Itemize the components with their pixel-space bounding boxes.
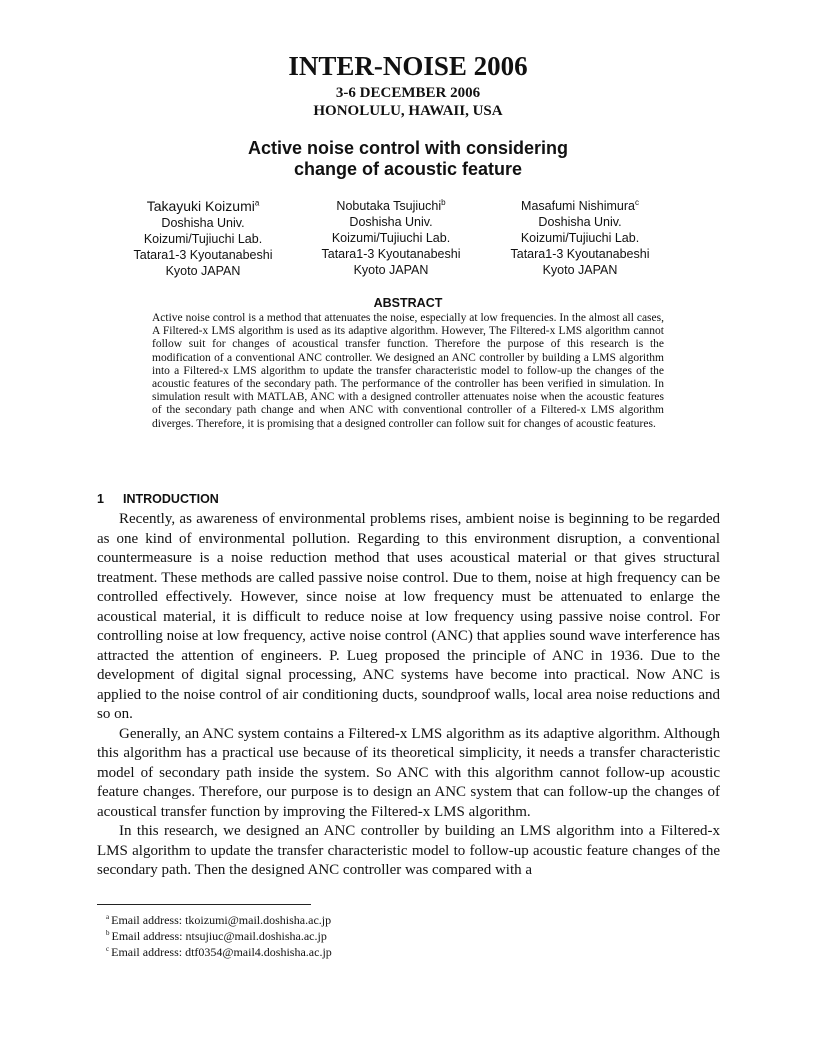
abstract-text: Active noise control is a method that attenuates the noise, especially at low frequencies. In the almost all cases, A Filtered-x LMS algorithm is used as its adaptive algorithm. However, The Filtered-x LMS algorithm cannot follow suit for changes of acoustical transfer function. Therefore the purpose of this research is the modification of a conventional ANC controller. We designed an ANC controller by building a LMS algorithm into a Filtered-x LMS algorithm to update the transfer characteristic model to follow-up the changes of the acoustic features of the secondary path. The performance of the controller has been verified in simulation. In simulation result with MATLAB, ANC with a designed controller attenuates noise when the acoustic features of the secondary path change and when ANC with conventional controller of a Filtered-x LMS algorithm diverges. Therefore, it is promising that a designed controller can follow suit for changes of acoustic features. <box>152 312 664 430</box>
paper-title-line-2: change of acoustic feature <box>293 159 523 179</box>
author-affiliation: Doshisha Univ. <box>161 216 245 230</box>
footnote-mark: a <box>106 913 110 921</box>
author-address: Tatara1-3 Kyoutanabeshi <box>510 247 650 261</box>
author-affiliation: Doshisha Univ. <box>538 215 622 229</box>
section-title: INTRODUCTION <box>123 492 219 506</box>
footnote-divider <box>97 904 311 905</box>
footnote-c: $^c$ Email address: dtf0354@mail4.doshisha.ac.jp <box>106 945 332 959</box>
author-lab: Koizumi/Tujiuchi Lab. <box>520 231 640 245</box>
author-lab: Koizumi/Tujiuchi Lab. <box>331 231 451 245</box>
section-heading-introduction <box>97 492 219 506</box>
footnotes <box>106 912 332 960</box>
paragraph: Recently, as awareness of environmental problems rises, ambient noise is beginning to be regarded as one kind of environmental pollution. Regarding to this environment disruption, a conventional countermeasure is a noise reduction method that uses acoustical material or that gives structural treatment. These methods are called passive noise control. Due to them, noise at high frequency can be controlled effectively. However, since noise at low frequency must be attenuated to enlarge the acoustical material, it is difficult to reduce noise at low frequency using passive noise control. For controlling noise at low frequency, active noise control (ANC) that applies sound wave interference has attracted the attention of engineers. P. Lueg proposed the principle of ANC in 1936. Due to the development of digital signal processing, ANC systems have become into practical. Now ANC is applied to the noise control of air conditioning ducts, soundproof walls, local area noise reductions and so on. <box>97 511 720 722</box>
author-affiliation: Doshisha Univ. <box>349 215 433 229</box>
author-footnote-mark: c <box>634 197 639 207</box>
author-name: Takayuki Koizumi$^a$ <box>146 198 260 214</box>
conference-date: 3-6 DECEMBER 2006 <box>335 85 481 101</box>
author-block-3 <box>485 198 675 278</box>
abstract-heading: ABSTRACT <box>373 296 443 310</box>
author-address: Tatara1-3 Kyoutanabeshi <box>321 247 461 261</box>
author-city: Kyoto JAPAN <box>165 264 241 278</box>
author-lab: Koizumi/Tujiuchi Lab. <box>143 232 263 246</box>
conference-title: INTER-NOISE 2006 <box>288 51 528 81</box>
author-footnote-mark: a <box>254 198 260 208</box>
footnote-mark: c <box>106 945 110 953</box>
author-name: Masafumi Nishimura$^c$ <box>521 197 639 213</box>
author-block-1 <box>108 198 298 279</box>
footnote-mark: b <box>106 929 110 937</box>
paper-title-line-1: Active noise control with considering <box>247 138 569 158</box>
author-city: Kyoto JAPAN <box>353 263 429 277</box>
author-name: Nobutaka Tsujiuchi$^b$ <box>336 197 446 213</box>
author-footnote-mark: b <box>441 197 446 207</box>
paragraph: In this research, we designed an ANC controller by building an LMS algorithm into a Filtered-x LMS algorithm to update the transfer characteristic model to follow-up acoustic feature changes of the secondary path. Then the designed ANC controller was compared with a <box>97 823 720 878</box>
footnote-b: $^b$ Email address: ntsujiuc@mail.doshisha.ac.jp <box>106 929 327 943</box>
paper-title <box>0 138 816 180</box>
author-block-2 <box>296 198 486 278</box>
conference-location: HONOLULU, HAWAII, USA <box>313 103 503 119</box>
footnote-a: $^a$ Email address: tkoizumi@mail.doshisha.ac.jp <box>106 913 332 927</box>
paragraph: Generally, an ANC system contains a Filtered-x LMS algorithm as its adaptive algorithm. Although this algorithm has a practical use because of its theoretical simplicity, it needs a transfer characteristic model of secondary path inside the system. So ANC with this algorithm cannot follow-up acoustic feature changes. Therefore, our purpose is to design an ANC system that can follow-up the changes of acoustical transfer function by improving the Filtered-x LMS algorithm. <box>97 725 720 820</box>
section-number: 1 <box>97 492 104 506</box>
author-address: Tatara1-3 Kyoutanabeshi <box>133 248 273 262</box>
introduction-body <box>97 510 720 881</box>
author-city: Kyoto JAPAN <box>542 263 618 277</box>
